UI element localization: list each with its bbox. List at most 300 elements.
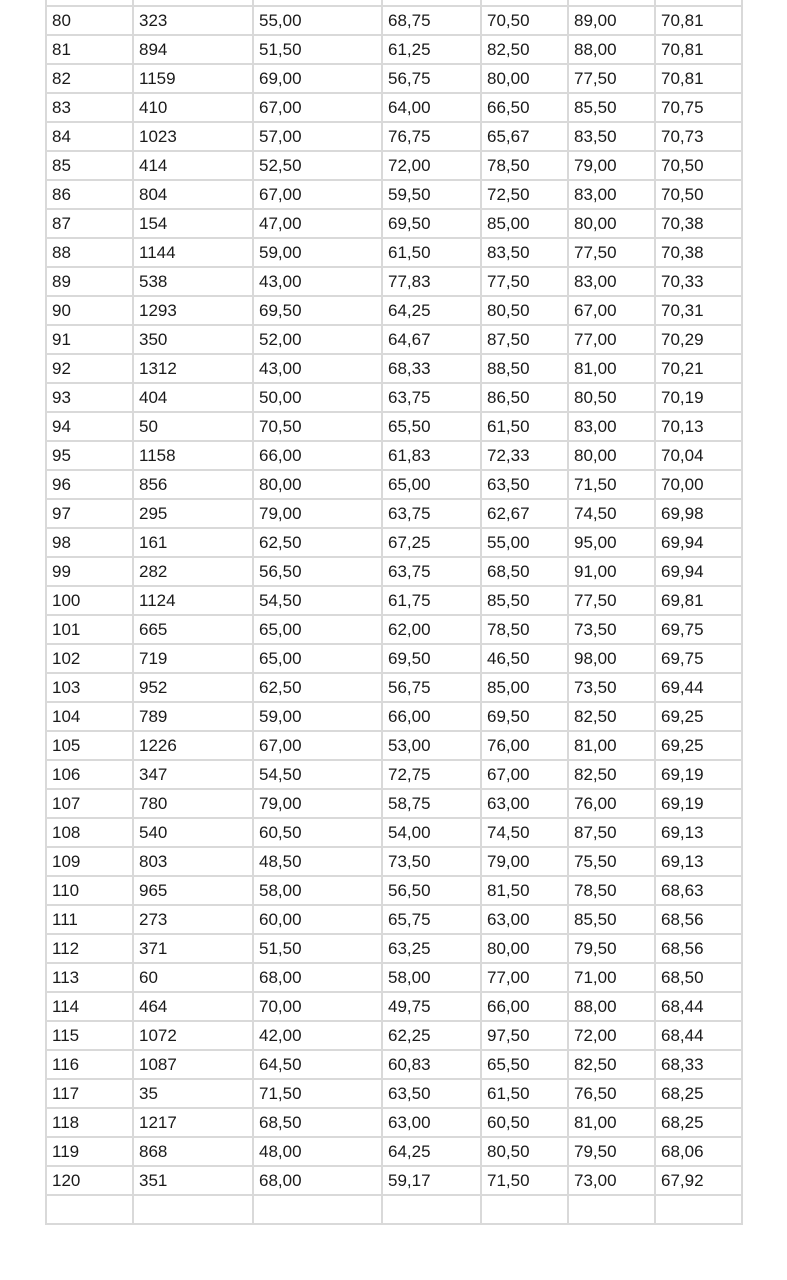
score-1-cell: 69,50 — [253, 296, 382, 325]
average-cell: 69,81 — [655, 586, 742, 615]
id-cell: 371 — [133, 934, 253, 963]
score-1-cell: 62,50 — [253, 528, 382, 557]
score-4-cell: 79,50 — [568, 1137, 655, 1166]
score-1-cell: 51,50 — [253, 934, 382, 963]
average-cell: 69,94 — [655, 528, 742, 557]
average-cell: 69,13 — [655, 818, 742, 847]
score-3-cell: 46,50 — [481, 644, 568, 673]
score-4-cell: 74,50 — [568, 499, 655, 528]
id-cell: 350 — [133, 325, 253, 354]
table-row — [46, 528, 742, 557]
score-4-cell: 76,00 — [568, 789, 655, 818]
score-1-cell: 55,00 — [253, 6, 382, 35]
table-row — [46, 238, 742, 267]
rank-cell: 118 — [46, 1108, 133, 1137]
score-4-cell: 67,00 — [568, 296, 655, 325]
average-cell: 68,33 — [655, 1050, 742, 1079]
score-3-cell: 86,50 — [481, 383, 568, 412]
average-cell: 69,19 — [655, 760, 742, 789]
id-cell: 540 — [133, 818, 253, 847]
score-3-cell: 85,00 — [481, 209, 568, 238]
id-cell: 295 — [133, 499, 253, 528]
score-1-cell: 59,00 — [253, 238, 382, 267]
table-row — [46, 1137, 742, 1166]
score-2-cell: 63,00 — [382, 1108, 481, 1137]
score-1-cell: 67,00 — [253, 731, 382, 760]
score-4-cell: 77,50 — [568, 586, 655, 615]
score-2-cell: 61,75 — [382, 586, 481, 615]
score-3-cell: 55,00 — [481, 528, 568, 557]
table-row — [46, 180, 742, 209]
average-cell: 70,13 — [655, 412, 742, 441]
table-cell — [481, 1195, 568, 1224]
score-3-cell: 63,00 — [481, 905, 568, 934]
table-row — [46, 702, 742, 731]
score-2-cell: 49,75 — [382, 992, 481, 1021]
score-3-cell: 66,00 — [481, 992, 568, 1021]
score-1-cell: 56,50 — [253, 557, 382, 586]
score-2-cell: 63,75 — [382, 557, 481, 586]
id-cell: 282 — [133, 557, 253, 586]
score-1-cell: 70,00 — [253, 992, 382, 1021]
average-cell: 70,50 — [655, 151, 742, 180]
table-row — [46, 731, 742, 760]
table-row — [46, 296, 742, 325]
table-row — [46, 1079, 742, 1108]
rank-cell: 106 — [46, 760, 133, 789]
id-cell: 894 — [133, 35, 253, 64]
average-cell: 69,98 — [655, 499, 742, 528]
score-2-cell: 56,75 — [382, 673, 481, 702]
table-row — [46, 876, 742, 905]
id-cell: 161 — [133, 528, 253, 557]
score-3-cell: 60,50 — [481, 1108, 568, 1137]
id-cell: 856 — [133, 470, 253, 499]
rank-cell: 120 — [46, 1166, 133, 1195]
rank-cell: 105 — [46, 731, 133, 760]
score-1-cell: 68,50 — [253, 1108, 382, 1137]
rank-cell: 90 — [46, 296, 133, 325]
average-cell: 70,81 — [655, 64, 742, 93]
average-cell: 69,25 — [655, 702, 742, 731]
table-cell — [655, 1195, 742, 1224]
score-4-cell: 85,50 — [568, 93, 655, 122]
score-3-cell: 80,00 — [481, 934, 568, 963]
id-cell: 1144 — [133, 238, 253, 267]
score-4-cell: 83,00 — [568, 180, 655, 209]
rank-cell: 85 — [46, 151, 133, 180]
score-2-cell: 53,00 — [382, 731, 481, 760]
score-4-cell: 95,00 — [568, 528, 655, 557]
score-2-cell: 65,50 — [382, 412, 481, 441]
score-4-cell: 89,00 — [568, 6, 655, 35]
id-cell: 60 — [133, 963, 253, 992]
id-cell: 50 — [133, 412, 253, 441]
score-1-cell: 79,00 — [253, 499, 382, 528]
score-3-cell: 83,50 — [481, 238, 568, 267]
average-cell: 70,38 — [655, 209, 742, 238]
id-cell: 804 — [133, 180, 253, 209]
id-cell: 35 — [133, 1079, 253, 1108]
score-4-cell: 88,00 — [568, 35, 655, 64]
score-1-cell: 54,50 — [253, 586, 382, 615]
score-1-cell: 58,00 — [253, 876, 382, 905]
score-2-cell: 61,83 — [382, 441, 481, 470]
table-cell — [382, 1195, 481, 1224]
rank-cell: 91 — [46, 325, 133, 354]
table-row — [46, 499, 742, 528]
id-cell: 719 — [133, 644, 253, 673]
table-row — [46, 644, 742, 673]
table-row — [46, 93, 742, 122]
table-row — [46, 1050, 742, 1079]
table-row — [46, 441, 742, 470]
rank-cell: 107 — [46, 789, 133, 818]
average-cell: 70,19 — [655, 383, 742, 412]
score-1-cell: 48,00 — [253, 1137, 382, 1166]
score-3-cell: 69,50 — [481, 702, 568, 731]
average-cell: 70,21 — [655, 354, 742, 383]
score-2-cell: 73,50 — [382, 847, 481, 876]
score-4-cell: 73,50 — [568, 673, 655, 702]
rank-cell: 104 — [46, 702, 133, 731]
id-cell: 1312 — [133, 354, 253, 383]
score-2-cell: 72,00 — [382, 151, 481, 180]
score-2-cell: 61,25 — [382, 35, 481, 64]
score-2-cell: 62,25 — [382, 1021, 481, 1050]
table-body — [46, 0, 742, 1224]
rank-cell: 112 — [46, 934, 133, 963]
score-4-cell: 79,00 — [568, 151, 655, 180]
score-3-cell: 70,50 — [481, 6, 568, 35]
table-cell — [46, 1195, 133, 1224]
score-1-cell: 43,00 — [253, 354, 382, 383]
score-4-cell: 83,00 — [568, 267, 655, 296]
score-1-cell: 71,50 — [253, 1079, 382, 1108]
score-3-cell: 97,50 — [481, 1021, 568, 1050]
score-4-cell: 76,50 — [568, 1079, 655, 1108]
score-3-cell: 65,67 — [481, 122, 568, 151]
table-row — [46, 354, 742, 383]
rank-cell: 82 — [46, 64, 133, 93]
score-4-cell: 82,50 — [568, 1050, 655, 1079]
table-row — [46, 412, 742, 441]
score-4-cell: 88,00 — [568, 992, 655, 1021]
rank-cell: 83 — [46, 93, 133, 122]
rank-cell: 99 — [46, 557, 133, 586]
score-4-cell: 87,50 — [568, 818, 655, 847]
score-2-cell: 65,75 — [382, 905, 481, 934]
average-cell: 68,44 — [655, 1021, 742, 1050]
score-1-cell: 47,00 — [253, 209, 382, 238]
score-1-cell: 54,50 — [253, 760, 382, 789]
rank-cell: 84 — [46, 122, 133, 151]
id-cell: 154 — [133, 209, 253, 238]
score-2-cell: 68,75 — [382, 6, 481, 35]
average-cell: 68,25 — [655, 1079, 742, 1108]
table-row — [46, 6, 742, 35]
scores-table — [45, 0, 743, 1225]
score-1-cell: 69,00 — [253, 64, 382, 93]
id-cell: 1087 — [133, 1050, 253, 1079]
score-3-cell: 80,00 — [481, 64, 568, 93]
score-3-cell: 82,50 — [481, 35, 568, 64]
table-row — [46, 992, 742, 1021]
id-cell: 538 — [133, 267, 253, 296]
table-row — [46, 35, 742, 64]
score-2-cell: 69,50 — [382, 644, 481, 673]
average-cell: 70,75 — [655, 93, 742, 122]
score-1-cell: 66,00 — [253, 441, 382, 470]
score-2-cell: 77,83 — [382, 267, 481, 296]
score-4-cell: 81,00 — [568, 731, 655, 760]
score-3-cell: 61,50 — [481, 1079, 568, 1108]
average-cell: 68,44 — [655, 992, 742, 1021]
average-cell: 68,56 — [655, 905, 742, 934]
score-2-cell: 76,75 — [382, 122, 481, 151]
score-2-cell: 68,33 — [382, 354, 481, 383]
id-cell: 1124 — [133, 586, 253, 615]
table-row — [46, 122, 742, 151]
average-cell: 68,63 — [655, 876, 742, 905]
rank-cell: 111 — [46, 905, 133, 934]
score-3-cell: 72,50 — [481, 180, 568, 209]
score-1-cell: 43,00 — [253, 267, 382, 296]
score-3-cell: 87,50 — [481, 325, 568, 354]
rank-cell: 102 — [46, 644, 133, 673]
score-2-cell: 65,00 — [382, 470, 481, 499]
score-2-cell: 59,17 — [382, 1166, 481, 1195]
id-cell: 1023 — [133, 122, 253, 151]
table-row — [46, 963, 742, 992]
score-1-cell: 65,00 — [253, 644, 382, 673]
average-cell: 70,38 — [655, 238, 742, 267]
id-cell: 410 — [133, 93, 253, 122]
table-row — [46, 209, 742, 238]
score-1-cell: 50,00 — [253, 383, 382, 412]
table-row — [46, 470, 742, 499]
score-4-cell: 73,00 — [568, 1166, 655, 1195]
score-2-cell: 56,50 — [382, 876, 481, 905]
score-3-cell: 74,50 — [481, 818, 568, 847]
score-4-cell: 71,00 — [568, 963, 655, 992]
score-4-cell: 91,00 — [568, 557, 655, 586]
score-4-cell: 85,50 — [568, 905, 655, 934]
average-cell: 68,25 — [655, 1108, 742, 1137]
rank-cell: 109 — [46, 847, 133, 876]
score-1-cell: 68,00 — [253, 963, 382, 992]
table-row — [46, 151, 742, 180]
rank-cell: 115 — [46, 1021, 133, 1050]
score-2-cell: 69,50 — [382, 209, 481, 238]
score-2-cell: 67,25 — [382, 528, 481, 557]
id-cell: 1159 — [133, 64, 253, 93]
id-cell: 780 — [133, 789, 253, 818]
table-cell — [253, 1195, 382, 1224]
score-2-cell: 64,67 — [382, 325, 481, 354]
rank-cell: 81 — [46, 35, 133, 64]
average-cell: 70,04 — [655, 441, 742, 470]
rank-cell: 97 — [46, 499, 133, 528]
score-1-cell: 52,00 — [253, 325, 382, 354]
score-4-cell: 80,00 — [568, 441, 655, 470]
score-2-cell: 62,00 — [382, 615, 481, 644]
score-2-cell: 61,50 — [382, 238, 481, 267]
average-cell: 70,73 — [655, 122, 742, 151]
table-row — [46, 1166, 742, 1195]
score-2-cell: 56,75 — [382, 64, 481, 93]
score-4-cell: 80,50 — [568, 383, 655, 412]
score-1-cell: 80,00 — [253, 470, 382, 499]
rank-cell: 94 — [46, 412, 133, 441]
table-row — [46, 934, 742, 963]
score-2-cell: 63,75 — [382, 383, 481, 412]
score-1-cell: 62,50 — [253, 673, 382, 702]
score-1-cell: 51,50 — [253, 35, 382, 64]
score-3-cell: 62,67 — [481, 499, 568, 528]
average-cell: 68,50 — [655, 963, 742, 992]
score-1-cell: 60,50 — [253, 818, 382, 847]
table-row — [46, 1108, 742, 1137]
score-1-cell: 52,50 — [253, 151, 382, 180]
score-4-cell: 78,50 — [568, 876, 655, 905]
table-row — [46, 673, 742, 702]
score-2-cell: 64,25 — [382, 1137, 481, 1166]
table-row — [46, 1021, 742, 1050]
rank-cell: 103 — [46, 673, 133, 702]
score-4-cell: 77,50 — [568, 238, 655, 267]
score-2-cell: 54,00 — [382, 818, 481, 847]
average-cell: 70,50 — [655, 180, 742, 209]
score-3-cell: 78,50 — [481, 615, 568, 644]
id-cell: 803 — [133, 847, 253, 876]
id-cell: 1293 — [133, 296, 253, 325]
score-4-cell: 83,00 — [568, 412, 655, 441]
table-row — [46, 760, 742, 789]
table-row — [46, 325, 742, 354]
score-4-cell: 71,50 — [568, 470, 655, 499]
average-cell: 67,92 — [655, 1166, 742, 1195]
average-cell: 69,25 — [655, 731, 742, 760]
average-cell: 69,75 — [655, 644, 742, 673]
id-cell: 665 — [133, 615, 253, 644]
rank-cell: 108 — [46, 818, 133, 847]
score-4-cell: 79,50 — [568, 934, 655, 963]
table-cell — [568, 1195, 655, 1224]
score-1-cell: 57,00 — [253, 122, 382, 151]
average-cell: 70,00 — [655, 470, 742, 499]
score-3-cell: 68,50 — [481, 557, 568, 586]
score-3-cell: 77,50 — [481, 267, 568, 296]
table-row — [46, 383, 742, 412]
table-row — [46, 557, 742, 586]
id-cell: 1158 — [133, 441, 253, 470]
id-cell: 351 — [133, 1166, 253, 1195]
id-cell: 952 — [133, 673, 253, 702]
average-cell: 69,19 — [655, 789, 742, 818]
id-cell: 789 — [133, 702, 253, 731]
id-cell: 414 — [133, 151, 253, 180]
score-1-cell: 59,00 — [253, 702, 382, 731]
score-1-cell: 65,00 — [253, 615, 382, 644]
table-row — [46, 818, 742, 847]
table-row — [46, 905, 742, 934]
rank-cell: 89 — [46, 267, 133, 296]
id-cell: 1217 — [133, 1108, 253, 1137]
rank-cell: 92 — [46, 354, 133, 383]
id-cell: 1072 — [133, 1021, 253, 1050]
table-row — [46, 615, 742, 644]
score-3-cell: 71,50 — [481, 1166, 568, 1195]
average-cell: 68,06 — [655, 1137, 742, 1166]
rank-cell: 86 — [46, 180, 133, 209]
score-3-cell: 80,50 — [481, 296, 568, 325]
score-1-cell: 70,50 — [253, 412, 382, 441]
score-3-cell: 63,00 — [481, 789, 568, 818]
score-2-cell: 63,75 — [382, 499, 481, 528]
score-1-cell: 60,00 — [253, 905, 382, 934]
rank-cell: 96 — [46, 470, 133, 499]
score-3-cell: 81,50 — [481, 876, 568, 905]
score-3-cell: 67,00 — [481, 760, 568, 789]
rank-cell: 119 — [46, 1137, 133, 1166]
average-cell: 70,29 — [655, 325, 742, 354]
score-4-cell: 73,50 — [568, 615, 655, 644]
average-cell: 70,33 — [655, 267, 742, 296]
score-4-cell: 72,00 — [568, 1021, 655, 1050]
score-2-cell: 60,83 — [382, 1050, 481, 1079]
score-2-cell: 72,75 — [382, 760, 481, 789]
average-cell: 69,13 — [655, 847, 742, 876]
id-cell: 965 — [133, 876, 253, 905]
table-row — [46, 586, 742, 615]
score-2-cell: 58,75 — [382, 789, 481, 818]
score-4-cell: 81,00 — [568, 1108, 655, 1137]
score-3-cell: 72,33 — [481, 441, 568, 470]
rank-cell: 101 — [46, 615, 133, 644]
id-cell: 323 — [133, 6, 253, 35]
score-2-cell: 64,25 — [382, 296, 481, 325]
score-2-cell: 58,00 — [382, 963, 481, 992]
score-2-cell: 59,50 — [382, 180, 481, 209]
id-cell: 1226 — [133, 731, 253, 760]
score-1-cell: 68,00 — [253, 1166, 382, 1195]
rank-cell: 88 — [46, 238, 133, 267]
score-4-cell: 82,50 — [568, 760, 655, 789]
score-3-cell: 77,00 — [481, 963, 568, 992]
score-1-cell: 67,00 — [253, 93, 382, 122]
score-3-cell: 88,50 — [481, 354, 568, 383]
table-row — [46, 267, 742, 296]
rank-cell: 80 — [46, 6, 133, 35]
score-3-cell: 79,00 — [481, 847, 568, 876]
score-4-cell: 81,00 — [568, 354, 655, 383]
score-4-cell: 82,50 — [568, 702, 655, 731]
score-4-cell: 75,50 — [568, 847, 655, 876]
score-3-cell: 80,50 — [481, 1137, 568, 1166]
average-cell: 70,31 — [655, 296, 742, 325]
score-1-cell: 67,00 — [253, 180, 382, 209]
id-cell: 404 — [133, 383, 253, 412]
score-3-cell: 65,50 — [481, 1050, 568, 1079]
average-cell: 69,75 — [655, 615, 742, 644]
score-3-cell: 85,50 — [481, 586, 568, 615]
rank-cell: 114 — [46, 992, 133, 1021]
rank-cell: 98 — [46, 528, 133, 557]
score-4-cell: 77,50 — [568, 64, 655, 93]
score-1-cell: 64,50 — [253, 1050, 382, 1079]
score-3-cell: 63,50 — [481, 470, 568, 499]
